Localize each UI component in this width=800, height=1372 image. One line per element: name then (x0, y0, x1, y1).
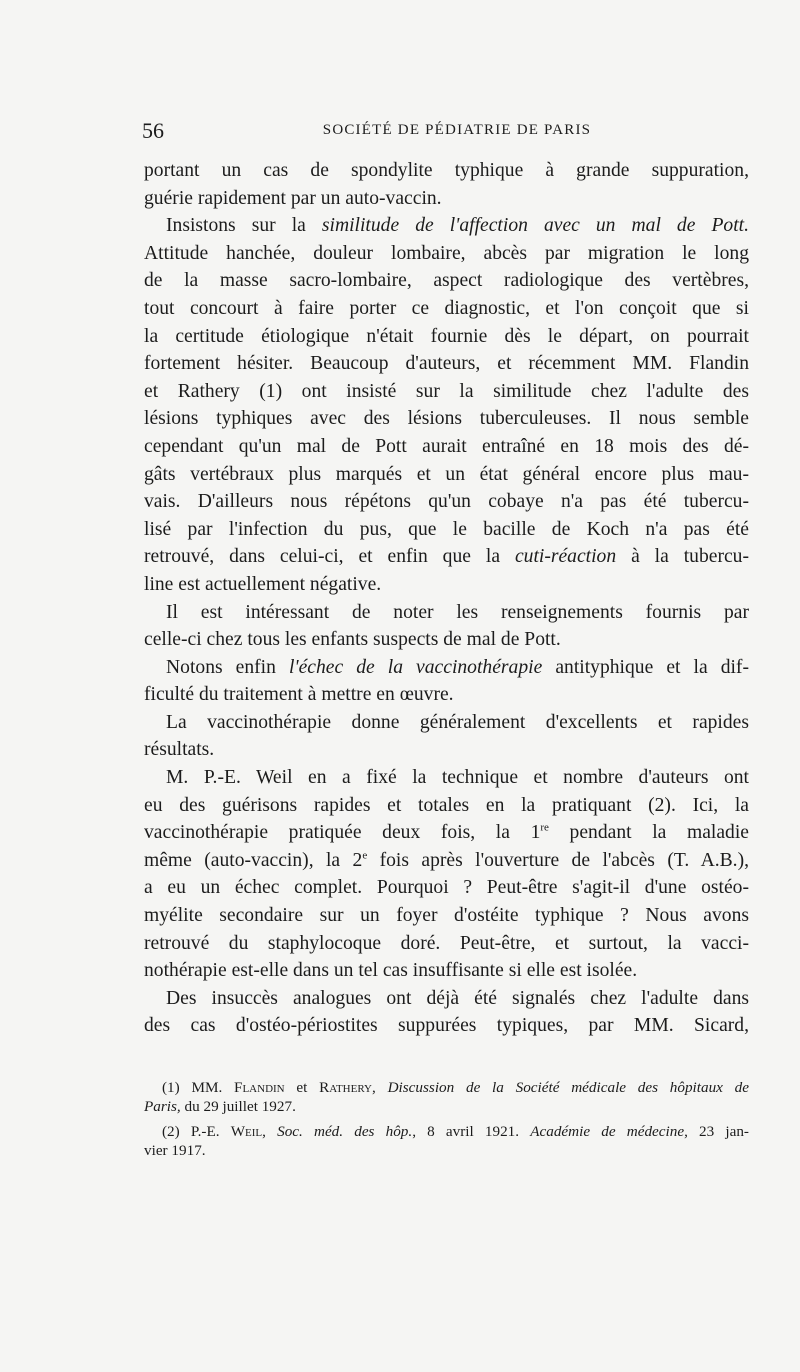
text-line: La vaccinothérapie donne généralement d'excellents et rapides (166, 711, 749, 733)
text-line: Attitude hanchée, douleur lombaire, abcès par migration le long (144, 242, 749, 264)
text-line: a eu un échec complet. Pourquoi ? Peut-être s'agit-il d'une ostéo- (144, 877, 749, 899)
text-line: gâts vertébraux plus marqués et un état général encore plus mau- (144, 463, 749, 485)
text-line: M. P.-E. Weil en a fixé la technique et nombre d'auteurs ont (166, 767, 749, 789)
page-number: 56 (142, 118, 164, 143)
text-line: de la masse sacro-lombaire, aspect radiologique des vertèbres, (144, 270, 749, 292)
footnote-2: (2) P.-E. Weil, Soc. méd. des hôp., 8 avril 1921. Académie de médecine, 23 jan- (162, 1123, 749, 1140)
text-line: et Rathery (1) ont insisté sur la similitude chez l'adulte des (144, 380, 749, 402)
text-line: lisé par l'infection du pus, que le bacille de Koch n'a pas été (144, 518, 749, 540)
footnote-1-cont: Paris, du 29 juillet 1927. (144, 1098, 296, 1115)
emphasis: cuti-réaction (514, 546, 617, 568)
text-line: la certitude étiologique n'était fournie dès le départ, on pourrait (144, 325, 749, 347)
running-title: SOCIÉTÉ DE PÉDIATRIE DE PARIS (322, 122, 592, 138)
text-line: vais. D'ailleurs nous répétons qu'un cobaye n'a pas été tubercu- (144, 491, 749, 513)
text-line: lésions typhiques avec des lésions tuberculeuses. Il nous semble (144, 408, 749, 430)
body-text (144, 157, 749, 1040)
text-line: retrouvé du staphylocoque doré. Peut-être, et surtout, la vacci- (144, 932, 749, 954)
emphasis: l'échec de la vaccinothérapie (288, 656, 543, 678)
text-line: tout concourt à faire porter ce diagnostic, et l'on conçoit que si (144, 297, 749, 319)
page-header (142, 118, 742, 144)
text-line: Des insuccès analogues ont déjà été signalés chez l'adulte dans (166, 987, 749, 1009)
text-line: guérie rapidement par un auto-vaccin. (144, 187, 442, 209)
text-line: même (auto-vaccin), la 2e fois après l'ouverture de l'abcès (T. A.B.), (144, 849, 750, 871)
footnote-2-cont: vier 1917. (144, 1142, 206, 1159)
text-line: eu des guérisons rapides et totales en la pratiquant (2). Ici, la (144, 794, 749, 816)
text-line: Il est intéressant de noter les renseignements fournis par (166, 601, 749, 623)
text-line: portant un cas de spondylite typhique à grande suppuration, (144, 160, 749, 181)
text-line: fortement hésiter. Beaucoup d'auteurs, et récemment MM. Flandin (144, 353, 749, 375)
text-line: retrouvé, dans celui-ci, et enfin que la cuti-réaction à la tubercu- (144, 546, 750, 568)
footnote-1: (1) MM. Flandin et Rathery, Discussion de la Société médicale des hôpitaux de (162, 1079, 749, 1096)
text-line: nothérapie est-elle dans un tel cas insuffisante si elle est isolée. (144, 960, 638, 982)
text-line: myélite secondaire sur un foyer d'ostéite typhique ? Nous avons (144, 905, 749, 927)
text-line: vaccinothérapie pratiquée deux fois, la 1re pendant la maladie (144, 821, 749, 844)
text-line: Insistons sur la similitude de l'affection avec un mal de Pott. (166, 215, 749, 237)
text-line: ficulté du traitement à mettre en œuvre. (144, 684, 454, 706)
footnotes (144, 1078, 749, 1160)
text-line: résultats. (144, 739, 215, 761)
emphasis: similitude de l'affection avec un mal de Pott. (321, 215, 749, 237)
text-line: celle-ci chez tous les enfants suspects de mal de Pott. (144, 629, 561, 651)
text-line: cependant qu'un mal de Pott aurait entraîné en 18 mois des dé- (144, 435, 749, 457)
text-line: des cas d'ostéo-périostites suppurées typiques, par MM. Sicard, (144, 1015, 749, 1037)
text-line: Notons enfin l'échec de la vaccinothérapie antityphique et la dif- (166, 656, 749, 678)
text-line: line est actuellement négative. (144, 573, 382, 595)
